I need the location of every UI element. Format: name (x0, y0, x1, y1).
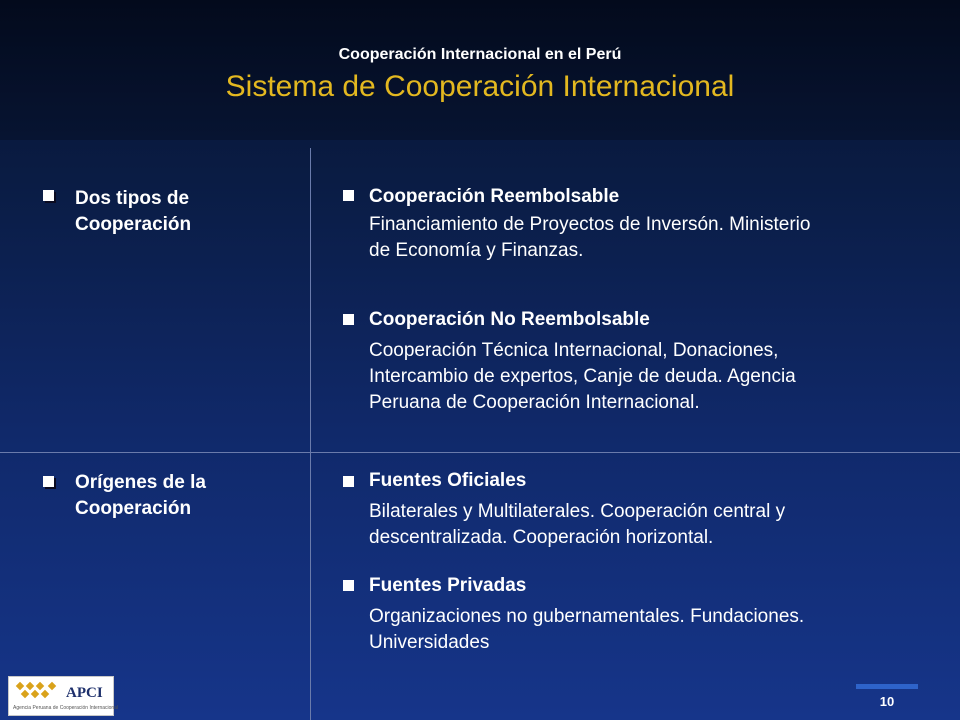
body-line: Financiamiento de Proyectos de Inversón. Ministerio (369, 214, 811, 235)
page-number-bar (856, 684, 918, 689)
slide-subtitle: Cooperación Internacional en el Perú (338, 46, 622, 63)
label-line: Dos tipos de (75, 188, 190, 209)
item-title-oficiales: Fuentes Oficiales (369, 470, 527, 491)
label-line: Cooperación (75, 498, 192, 519)
slide-title: Sistema de Cooperación Internacional (225, 70, 735, 103)
logo-subtext: Agencia Peruana de Cooperación Internacional (13, 705, 119, 711)
body-line: Cooperación Técnica Internacional, Donaciones, (369, 340, 779, 361)
item-title-reembolsable: Cooperación Reembolsable (369, 186, 620, 207)
label-line: Orígenes de la (75, 472, 206, 493)
page-number: 10 (879, 694, 895, 709)
apci-emblem-icon (9, 677, 65, 707)
square-bullet-icon (43, 190, 54, 201)
section-label-origenes (75, 470, 206, 522)
body-line: descentralizada. Cooperación horizontal. (369, 527, 714, 548)
body-line: Universidades (369, 632, 490, 653)
header-band (0, 0, 960, 140)
square-bullet-icon (343, 476, 354, 487)
logo-text: APCI (66, 685, 103, 701)
body-line: de Economía y Finanzas. (369, 240, 584, 261)
body-line: Organizaciones no gubernamentales. Fundaciones. (369, 606, 805, 627)
square-bullet-icon (343, 580, 354, 591)
item-body-privadas (369, 604, 804, 656)
item-body-oficiales (369, 499, 785, 551)
item-title-privadas: Fuentes Privadas (369, 575, 527, 596)
horizontal-divider (0, 452, 960, 453)
vertical-divider (310, 148, 311, 720)
square-bullet-icon (343, 190, 354, 201)
label-line: Cooperación (75, 214, 192, 235)
section-label-tipos (75, 186, 191, 238)
body-line: Intercambio de expertos, Canje de deuda. Agencia (369, 366, 796, 387)
apci-logo (8, 676, 119, 716)
item-body-no-reembolsable (369, 338, 796, 416)
body-line: Bilaterales y Multilaterales. Cooperación central y (369, 501, 786, 522)
item-title-no-reembolsable: Cooperación No Reembolsable (369, 309, 650, 330)
item-body-reembolsable (369, 212, 810, 264)
square-bullet-icon (43, 476, 54, 487)
body-line: Peruana de Cooperación Internacional. (369, 392, 700, 413)
square-bullet-icon (343, 314, 354, 325)
